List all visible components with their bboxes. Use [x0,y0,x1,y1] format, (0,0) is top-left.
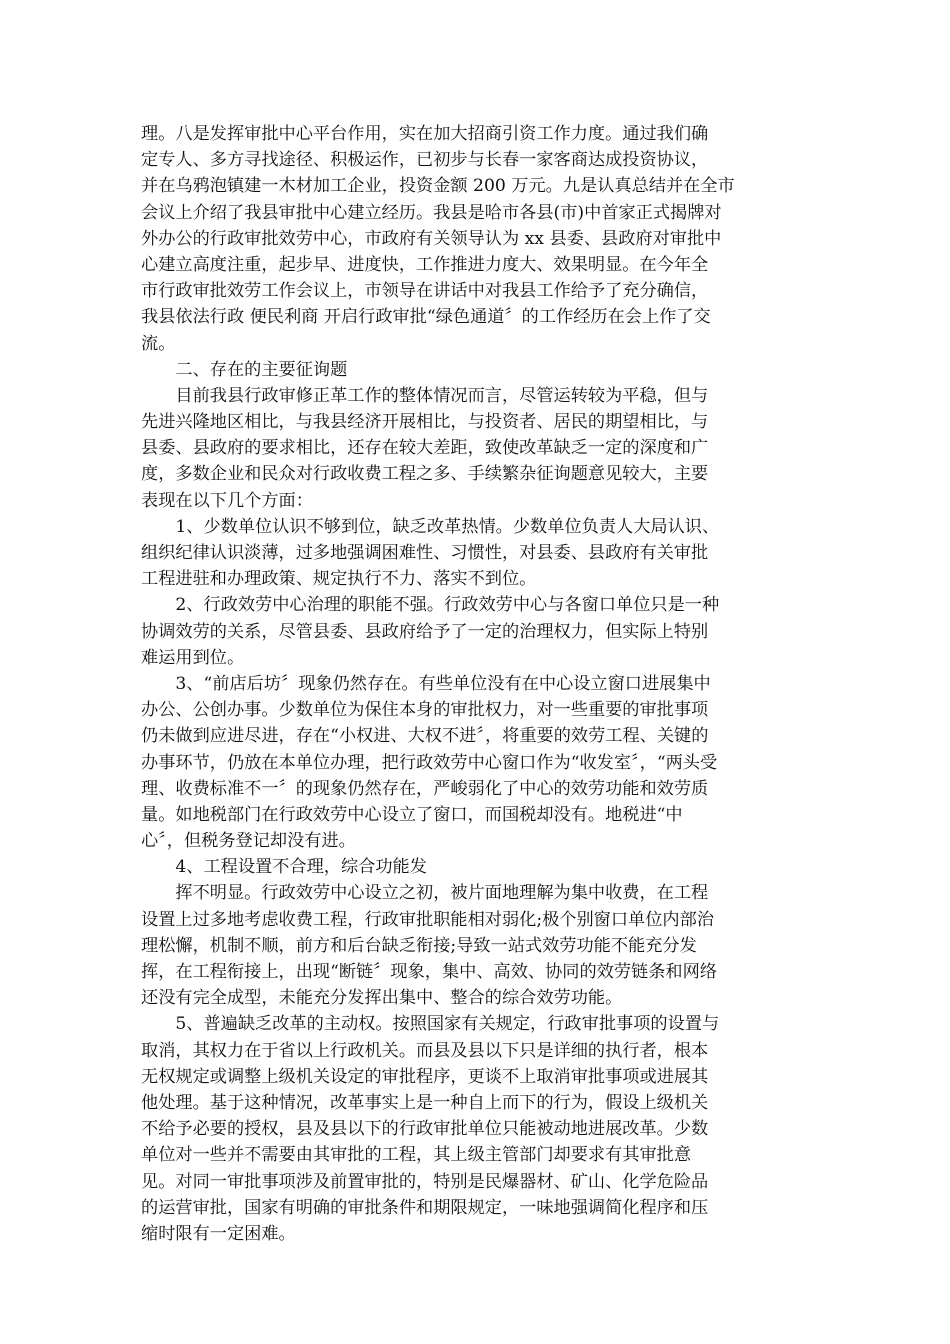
text-line: 设置上过多地考虑收费工程，行政审批职能相对弱化;极个别窗口单位内部治 [141,909,714,930]
text-line: 组织纪律认识淡薄，过多地强调困难性、习惯性，对县委、县政府有关审批 [141,543,709,563]
text-line: 县委、县政府的要求相比，还存在较大差距，致使改革缺乏一定的深度和广 [141,438,709,459]
text-line: 心〞，但税务登记却没有进。 [141,831,356,852]
text-line: 先进兴隆地区相比，与我县经济开展相比，与投资者、居民的期望相比，与 [141,412,709,433]
text-line: 无权规定或调整上级机关设定的审批程序，更谈不上取消审批事项或进展其 [141,1066,709,1087]
text-line: 并在乌鸦泡镇建一木材加工企业，投资金额 200 万元。九是认真总结并在全市 [141,176,735,197]
text-line: 目前我县行政审修正革工作的整体情况而言，尽管运转较为平稳，但与 [141,385,709,406]
text-line: 会议上介绍了我县审批中心建立经历。我县是哈市各县(市)中首家正式揭牌对 [141,202,722,223]
text-line: 4、工程设置不合理，综合功能发 [141,857,427,878]
text-line: 流。 [141,333,176,354]
document-body [141,121,809,1247]
text-line: 心建立高度注重，起步早、进度快，工作推进力度大、效果明显。在今年全 [141,254,709,275]
text-line: 缩时限有一定困难。 [141,1223,296,1244]
text-line: 工程进驻和办理政策、规定执行不力、落实不到位。 [141,569,537,590]
text-line: 理。八是发挥审批中心平台作用，实在加大招商引资工作力度。通过我们确 [141,124,709,144]
text-line: 2、行政效劳中心治理的职能不强。行政效劳中心与各窗口单位只是一种 [141,595,720,616]
text-line: 表现在以下几个方面： [141,490,313,511]
text-line: 挥，在工程衔接上，出现“断链〞现象，集中、高效、协同的效劳链条和网络 [141,962,717,982]
section-heading: 二、存在的主要征询题 [141,359,348,380]
text-line: 1、少数单位认识不够到位，缺乏改革热情。少数单位负责人大局认识、 [141,516,720,537]
text-line: 外办公的行政审批效劳中心，市政府有关领导认为 xx 县委、县政府对审批中 [141,228,722,249]
text-line: 度，多数企业和民众对行政收费工程之多、手续繁杂征询题意见较大，主要 [141,464,709,485]
text-line: 理松懈，机制不顺，前方和后台缺乏衔接;导致一站式效劳功能不能充分发 [141,935,697,956]
text-line: 难运用到位。 [141,647,245,668]
text-line: 取消，其权力在于省以上行政机关。而县及县以下只是详细的执行者，根本 [141,1040,709,1061]
text-line: 定专人、多方寻找途径、积极运作，已初步与长春一家客商达成投资协议， [141,150,709,171]
text-line: 见。对同一审批事项涉及前置审批的，特别是民爆器材、矿山、化学危险品 [141,1171,709,1192]
text-line: 5、普遍缺乏改革的主动权。按照国家有关规定，行政审批事项的设置与 [141,1014,720,1035]
text-line: 单位对一些并不需要由其审批的工程，其上级主管部门却要求有其审批意 [141,1145,692,1166]
text-line: 市行政审批效劳工作会议上，市领导在讲话中对我县工作给予了充分确信， [141,281,709,302]
text-line: 理、收费标准不一〞的现象仍然存在，严峻弱化了中心的效劳功能和效劳质 [141,778,709,799]
text-line: 办公、公创办事。少数单位为保住本身的审批权力，对一些重要的审批事项 [141,700,709,721]
text-line: 挥不明显。行政效劳中心设立之初，被片面地理解为集中收费，在工程 [141,883,709,904]
text-line: 3、“前店后坊〞现象仍然存在。有些单位没有在中心设立窗口进展集中 [141,673,711,694]
text-line: 我县依法行政 便民利商 开启行政审批“绿色通道〞的工作经历在会上作了交 [141,307,711,328]
text-line: 仍未做到应进尽进，存在“小权进、大权不进〞，将重要的效劳工程、关键的 [141,726,709,747]
text-line: 量。如地税部门在行政效劳中心设立了窗口，而国税却没有。地税进“中 [141,804,683,825]
text-line: 不给予必要的授权，县及县以下的行政审批单位只能被动地进展改革。少数 [141,1119,709,1140]
text-line: 协调效劳的关系，尽管县委、县政府给予了一定的治理权力，但实际上特别 [141,621,709,642]
text-line: 办事环节，仍放在本单位办理，把行政效劳中心窗口作为“收发室〞，“两头受 [141,752,718,773]
text-line: 他处理。基于这种情况，改革事实上是一种自上而下的行为，假设上级机关 [141,1092,709,1113]
text-line: 的运营审批，国家有明确的审批条件和期限规定，一味地强调简化程序和压 [141,1197,709,1218]
text-line: 还没有完全成型，未能充分发挥出集中、整合的综合效劳功能。 [141,988,623,1009]
